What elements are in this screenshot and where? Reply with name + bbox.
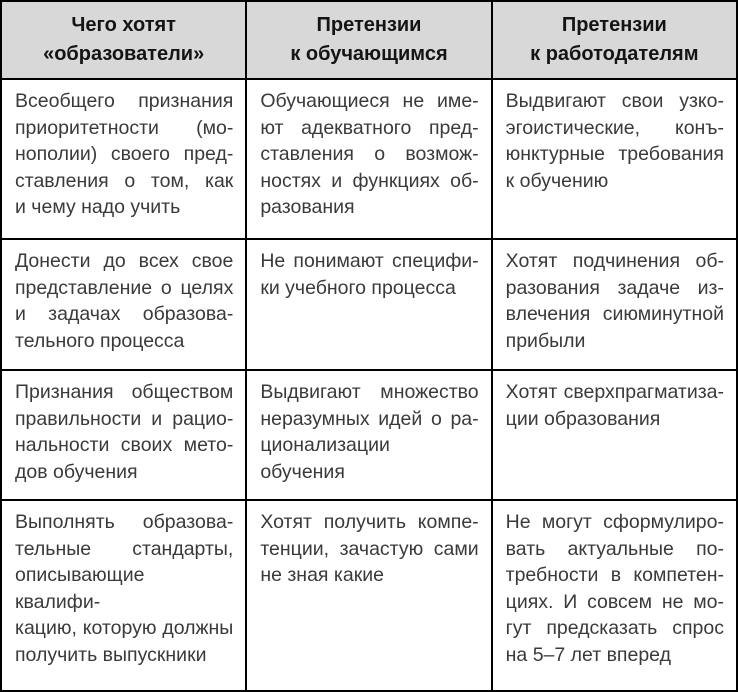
header-row: [1, 1, 737, 79]
text-line: получить выпускники: [15, 643, 207, 666]
table-cell: [246, 370, 491, 500]
header-line: Претензии: [561, 14, 667, 36]
text-line: разования: [260, 196, 355, 218]
text-line: приоритетности (мо-: [15, 116, 234, 139]
text-line: ки учебного процесса: [260, 276, 456, 299]
text-line: Не понимают специфи-: [260, 250, 479, 272]
text-line: не зная какие: [260, 564, 384, 586]
text-line: циях. И совсем не мо-: [505, 590, 724, 613]
header-line: к обучающимся: [290, 43, 448, 65]
table-cell: [492, 79, 737, 239]
text-line: тенции, зачастую сами: [260, 537, 479, 560]
table-header: [1, 1, 737, 79]
table-cell: [492, 239, 737, 370]
column-header-1: [1, 1, 246, 79]
text-line: нополии) своего пред-: [15, 143, 234, 165]
table-cell: [492, 370, 737, 500]
header-line: «образователи»: [43, 43, 205, 65]
text-line: юнктурные требования: [505, 143, 724, 165]
table-body: [1, 79, 737, 691]
text-line: представление о целях: [15, 276, 234, 299]
text-line: дов обучения: [15, 460, 138, 483]
text-line: правильности и рацио-: [15, 407, 234, 430]
table-cell: [492, 500, 737, 691]
text-line: и задачах образова-: [15, 303, 234, 325]
text-line: Не могут сформулиро-: [505, 511, 724, 533]
text-line: Хотят подчинения об-: [505, 250, 724, 272]
text-line: Хотят получить компе-: [260, 511, 479, 533]
text-line: вать актуальные по-: [505, 537, 724, 560]
column-header-2: [246, 1, 491, 79]
table-row: [1, 239, 737, 370]
text-line: ностях и функциях об-: [260, 169, 479, 192]
text-line: тельные стандарты,: [15, 537, 234, 560]
text-line: нальности своих мето-: [15, 434, 234, 456]
text-line: требности в компетен-: [505, 564, 724, 586]
text-line: разования задаче из-: [505, 276, 724, 299]
table-row: [1, 79, 737, 239]
text-line: к обучению: [505, 169, 609, 192]
text-line: и чему надо учить: [15, 196, 181, 218]
text-line: ционализации обучения: [260, 434, 390, 483]
text-line: влечения сиюминутной: [505, 303, 724, 325]
table-row: [1, 500, 737, 691]
text-line: описывающие квалифи-: [15, 564, 145, 613]
table-cell: [246, 239, 491, 370]
table-cell: [246, 79, 491, 239]
text-line: гут предсказать спрос: [505, 617, 724, 639]
table-cell: [1, 79, 246, 239]
table-cell: [1, 500, 246, 691]
table-cell: [1, 370, 246, 500]
text-line: Признания обществом: [15, 381, 234, 403]
table-row: [1, 370, 737, 500]
header-line: Претензии: [316, 14, 422, 36]
text-line: Хотят сверхпрагматиза-: [505, 381, 724, 403]
header-line: Чего хотят: [71, 14, 176, 36]
text-line: неразумных идей о ра-: [260, 407, 479, 430]
text-line: кацию, которую должны: [15, 617, 234, 639]
text-line: Выдвигают множество: [260, 381, 479, 403]
text-line: Обучающиеся не име-: [260, 90, 479, 112]
text-line: Выдвигают свои узко-: [505, 90, 724, 112]
header-line: к работодателям: [530, 43, 699, 65]
text-line: ставления о том, как: [15, 169, 234, 192]
text-line: ставления о возмож-: [260, 143, 479, 165]
text-line: ют адекватного пред-: [260, 116, 479, 139]
text-line: Выполнять образова-: [15, 511, 234, 533]
text-line: Донести до всех свое: [15, 250, 234, 272]
text-line: ции образования: [505, 407, 661, 430]
text-line: прибыли: [505, 329, 586, 352]
text-line: тельного процесса: [15, 329, 185, 352]
text-line: Всеобщего признания: [15, 90, 234, 112]
table-cell: [246, 500, 491, 691]
table-cell: [1, 239, 246, 370]
text-line: на 5–7 лет вперед: [505, 643, 671, 666]
text-line: эгоистические, конъ-: [505, 116, 724, 139]
column-header-3: [492, 1, 737, 79]
